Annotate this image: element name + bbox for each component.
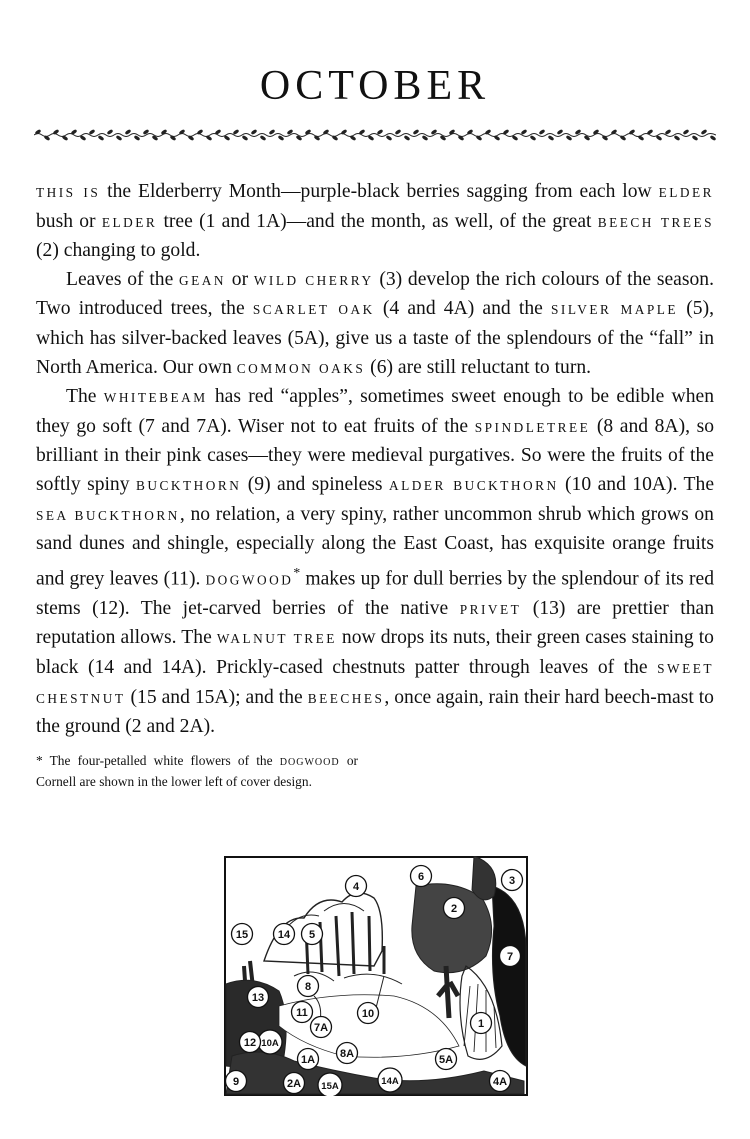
callout-10 (358, 1003, 379, 1024)
decorative-leaf-rule (34, 128, 716, 142)
callout-4a (490, 1071, 511, 1092)
paragraph-1: THIS IS the Elderberry Month—purple-black berries sagging from each low ELDER bush or ELDER tree (1 and 1A)—and the month, as well, of the great BEECH TREES (2) changing to gold. (36, 181, 714, 262)
leaf-ornament (413, 130, 419, 135)
leaf-ornament (539, 130, 545, 135)
leaf-ornament (422, 136, 428, 141)
leaf-ornament (359, 130, 365, 135)
leaf-ornament (701, 130, 707, 135)
callout-1 (471, 1013, 492, 1034)
callout-label: 15 (235, 929, 249, 941)
callout-label: 2 (450, 903, 458, 915)
footnote: * The four-petalled white flowers of the DOGWOOD or Cornell are shown in the lower left of cover design. (36, 753, 358, 789)
leaf-ornament (386, 136, 392, 141)
term-privet: PRIVET (459, 601, 522, 617)
leaf-ornament (377, 130, 383, 135)
leaf-ornament (134, 136, 140, 141)
leaf-ornament (638, 136, 644, 141)
leaf-ornament (692, 136, 698, 141)
callout-15 (232, 924, 253, 945)
leaf-ornament (260, 136, 266, 141)
callout-5a (436, 1049, 457, 1070)
callout-label: 4 (352, 881, 360, 893)
callout-label: 14A (381, 1076, 399, 1087)
leaf-ornament (521, 130, 527, 135)
leaf-ornament (647, 130, 653, 135)
key-illustration (224, 856, 528, 1096)
term-silver-maple: SILVER MAPLE (550, 302, 679, 318)
callout-5 (302, 924, 323, 945)
term-elder: ELDER (658, 185, 714, 200)
leaf-ornament (215, 130, 221, 135)
leaf-ornament (674, 136, 680, 141)
term-spindletree: SPINDLETREE (474, 419, 591, 435)
callout-12 (240, 1032, 261, 1053)
leaf-ornament (197, 130, 203, 135)
leaf-ornament (44, 136, 50, 141)
leaf-ornament (71, 130, 77, 135)
callout-label: 13 (251, 992, 265, 1004)
term-whitebeam: WHITEBEAM (103, 390, 208, 406)
leaf-ornament (566, 136, 572, 141)
term-walnut-tree: WALNUT TREE (216, 631, 337, 647)
leaf-ornament (107, 130, 113, 135)
callout-label: 6 (417, 871, 425, 883)
leaf-ornament (62, 136, 68, 141)
footnote-marker: * (293, 564, 301, 580)
page-title: OCTOBER (259, 63, 491, 109)
leaf-ornament (341, 130, 347, 135)
term-buckthorn: BUCKTHORN (135, 477, 242, 493)
leaf-ornament (278, 136, 284, 141)
callout-label: 2A (286, 1078, 302, 1090)
callout-15a (318, 1073, 342, 1096)
term-common-oaks: COMMON OAKS (236, 360, 366, 376)
term-elder: ELDER (101, 214, 158, 230)
leaf-ornament (188, 136, 194, 141)
callout-label: 1A (300, 1054, 316, 1066)
callout-label: 3 (508, 875, 516, 887)
leaf-ornament (710, 136, 716, 141)
callout-label: 4A (492, 1076, 508, 1088)
callout-label: 10A (261, 1038, 279, 1049)
leaf-ornament (548, 136, 554, 141)
term-alder-buckthorn: ALDER BUCKTHORN (388, 477, 559, 493)
term-wild-cherry: WILD CHERRY (253, 272, 374, 288)
callout-14a (378, 1068, 402, 1092)
callout-label: 8A (339, 1048, 355, 1060)
term-scarlet-oak: SCARLET OAK (252, 302, 375, 318)
callout-label: 5A (438, 1054, 454, 1066)
callout-2 (444, 898, 465, 919)
callout-label: 11 (296, 1007, 308, 1019)
callout-14 (274, 924, 295, 945)
term-gean: GEAN (179, 272, 227, 288)
paragraph-2: Leaves of the GEAN or WILD CHERRY (3) develop the rich colours of the season. Two introduced trees, the SCARLET OAK (4 and 4A) and the SILVER MAPLE (5), which has silver-backed leaves (5A), give us a taste of the splendours of the “fall” in North America. Our own COMMON OAKS (6) are still reluctant to turn. (36, 268, 714, 378)
leaf-ornament (116, 136, 122, 141)
leaf-ornament (233, 130, 239, 135)
callout-7 (500, 946, 521, 967)
term-beech-trees: BEECH TREES (597, 214, 714, 230)
callout-label: 7A (313, 1022, 329, 1034)
leaf-ornament (242, 136, 248, 141)
term-dogwood: DOGWOOD (205, 572, 294, 588)
callout-2a (284, 1073, 305, 1094)
leaf-ornament (404, 136, 410, 141)
leaf-ornament (251, 130, 257, 135)
callout-8a (337, 1043, 358, 1064)
callout-label: 10 (361, 1008, 375, 1020)
callout-label: 8 (304, 981, 312, 993)
leaf-ornament (476, 136, 482, 141)
leaf-ornament (557, 130, 563, 135)
callout-label: 7 (506, 951, 514, 963)
callout-1a (298, 1049, 319, 1070)
leaf-ornament (332, 136, 338, 141)
leaf-ornament (395, 130, 401, 135)
lead-in: THIS IS (36, 185, 101, 200)
callout-label: 1 (477, 1018, 485, 1030)
callout-label: 9 (232, 1076, 240, 1088)
callout-11 (292, 1002, 313, 1023)
term-dogwood: DOGWOOD (279, 757, 340, 768)
callout-label: 5 (308, 929, 316, 941)
paragraph-3: The WHITEBEAM has red “apples”, sometimes sweet enough to be edible when they go soft (7 and 7A). Wiser not to eat fruits of the SPINDLETREE (8 and 8A), so brilliant in their pink cases—they were medieval purgatives. So were the fruits of the softly spiny BUCKTHORN (9) and spineless ALDER BUCKTHORN (10 and 10A). The SEA BUCKTHORN, no relation, a very spiny, rather uncommon shrub which grows on sand dunes and shingle, especially along the East Coast, has exquisite orange fruits and grey leaves (11). DOGWOOD* makes up for dull berries by the splendour of its red stems (12). The jet-carved berries of the native PRIVET (13) are prettier than reputation allows. The WALNUT TREE now drops its nuts, their green cases staining to black (14 and 14A). Prickly-cased chestnuts patter through leaves of the SWEET CHESTNUT (15 and 15A); and the BEECHES, once again, rain their hard beech-mast to the ground (2 and 2A). (36, 386, 715, 738)
callout-label: 15A (321, 1081, 339, 1092)
leaf-ornament (125, 130, 131, 135)
leaf-ornament (485, 130, 491, 135)
callout-10a (258, 1030, 282, 1054)
callout-9 (226, 1071, 247, 1092)
body-text (36, 178, 714, 742)
leaf-ornament (494, 136, 500, 141)
leaf-ornament (80, 136, 86, 141)
term-beeches: BEECHES (307, 690, 385, 706)
callout-6 (411, 866, 432, 887)
leaf-ornament (503, 130, 509, 135)
leaf-ornament (350, 136, 356, 141)
leaf-ornament (530, 136, 536, 141)
leaf-ornament (53, 130, 59, 135)
term-sea-buckthorn: SEA BUCKTHORN (36, 507, 180, 523)
leaf-ornament (269, 130, 275, 135)
callout-3 (502, 870, 523, 891)
callout-13 (248, 987, 269, 1008)
leaf-ornament (665, 130, 671, 135)
callout-8 (298, 976, 319, 997)
leaf-ornament (512, 136, 518, 141)
leaf-ornament (206, 136, 212, 141)
callout-7a (311, 1017, 332, 1038)
callout-4 (346, 876, 367, 897)
term-sweet-chestnut: SWEET CHESTNUT (36, 661, 714, 706)
leaf-ornament (629, 130, 635, 135)
leaf-ornament (89, 130, 95, 135)
leaf-ornament (368, 136, 374, 141)
leaf-ornament (98, 136, 104, 141)
leaf-ornament (656, 136, 662, 141)
leaf-ornament (683, 130, 689, 135)
leaf-ornament (224, 136, 230, 141)
callout-label: 14 (277, 929, 291, 941)
leaf-ornament (620, 136, 626, 141)
callout-label: 12 (243, 1037, 257, 1049)
